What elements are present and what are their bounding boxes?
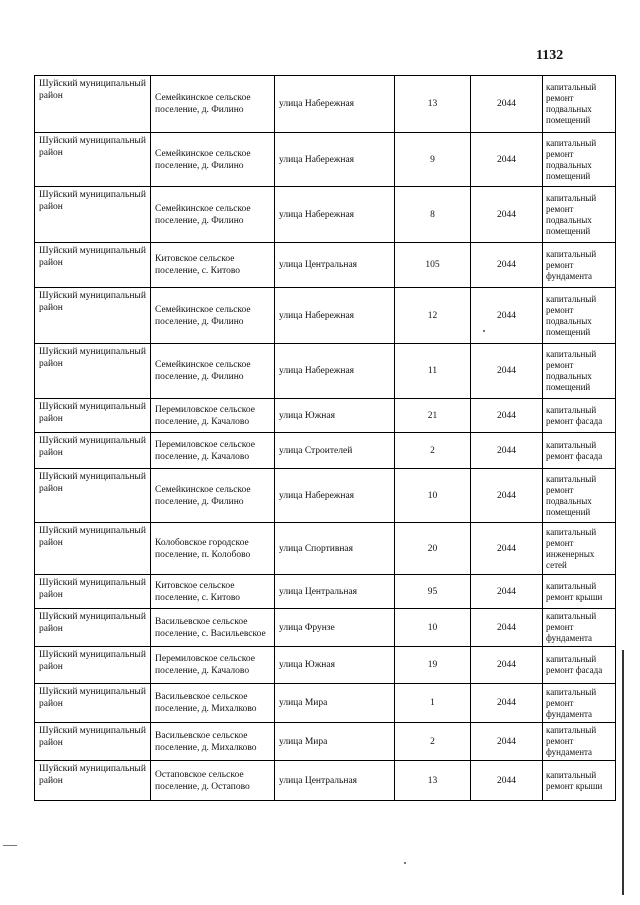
settlement-cell: Перемиловское сельское поселение, д. Качалово — [151, 399, 275, 433]
district-cell: Шуйский муниципальный район — [35, 133, 151, 187]
district-cell: Шуйский муниципальный район — [35, 433, 151, 469]
work-type-cell: капитальный ремонт фундамента — [543, 243, 616, 288]
table-row — [35, 723, 616, 761]
work-type-cell: капитальный ремонт крыши — [543, 575, 616, 609]
house-number-cell: 10 — [395, 469, 471, 523]
table-row — [35, 684, 616, 723]
street-cell: улица Набережная — [275, 469, 395, 523]
settlement-cell: Семейкинское сельское поселение, д. Филино — [151, 469, 275, 523]
house-number-cell: 13 — [395, 761, 471, 801]
page-number: 1132 — [536, 48, 564, 63]
street-cell: улица Южная — [275, 399, 395, 433]
table-row — [35, 243, 616, 288]
street-cell: улица Центральная — [275, 575, 395, 609]
district-cell: Шуйский муниципальный район — [35, 684, 151, 723]
house-number-cell: 2 — [395, 723, 471, 761]
work-type-cell: капитальный ремонт крыши — [543, 761, 616, 801]
table-row — [35, 575, 616, 609]
table-body — [35, 76, 616, 801]
year-cell: 2044 — [471, 684, 543, 723]
house-number-cell: 2 — [395, 433, 471, 469]
district-cell: Шуйский муниципальный район — [35, 187, 151, 243]
district-cell: Шуйский муниципальный район — [35, 344, 151, 399]
year-cell: 2044 — [471, 288, 543, 344]
table-row — [35, 187, 616, 243]
year-cell: 2044 — [471, 723, 543, 761]
settlement-cell: Перемиловское сельское поселение, д. Качалово — [151, 647, 275, 684]
work-type-cell: капитальный ремонт инженерных сетей — [543, 523, 616, 575]
street-cell: улица Фрунзе — [275, 609, 395, 647]
house-number-cell: 1 — [395, 684, 471, 723]
district-cell: Шуйский муниципальный район — [35, 469, 151, 523]
scan-margin-mark — [3, 845, 17, 846]
table-row — [35, 133, 616, 187]
settlement-cell: Китовское сельское поселение, с. Китово — [151, 243, 275, 288]
work-type-cell: капитальный ремонт фасада — [543, 433, 616, 469]
year-cell: 2044 — [471, 243, 543, 288]
work-type-cell: капитальный ремонт подвальных помещений — [543, 187, 616, 243]
year-cell: 2044 — [471, 523, 543, 575]
settlement-cell: Семейкинское сельское поселение, д. Филино — [151, 187, 275, 243]
year-cell: 2044 — [471, 399, 543, 433]
work-type-cell: капитальный ремонт фундамента — [543, 609, 616, 647]
street-cell: улица Набережная — [275, 76, 395, 133]
work-type-cell: капитальный ремонт подвальных помещений — [543, 76, 616, 133]
settlement-cell: Семейкинское сельское поселение, д. Филино — [151, 344, 275, 399]
table-row — [35, 523, 616, 575]
settlement-cell: Семейкинское сельское поселение, д. Филино — [151, 133, 275, 187]
work-type-cell: капитальный ремонт подвальных помещений — [543, 288, 616, 344]
table-row — [35, 344, 616, 399]
table-row — [35, 469, 616, 523]
district-cell: Шуйский муниципальный район — [35, 609, 151, 647]
table-row — [35, 433, 616, 469]
year-cell: 2044 — [471, 647, 543, 684]
settlement-cell: Семейкинское сельское поселение, д. Филино — [151, 288, 275, 344]
year-cell: 2044 — [471, 433, 543, 469]
work-type-cell: капитальный ремонт фундамента — [543, 723, 616, 761]
work-type-cell: капитальный ремонт подвальных помещений — [543, 344, 616, 399]
work-type-cell: капитальный ремонт подвальных помещений — [543, 133, 616, 187]
table-row — [35, 399, 616, 433]
scan-edge-mark — [622, 650, 624, 895]
year-cell: 2044 — [471, 344, 543, 399]
house-number-cell: 13 — [395, 76, 471, 133]
district-cell: Шуйский муниципальный район — [35, 647, 151, 684]
house-number-cell: 11 — [395, 344, 471, 399]
street-cell: улица Набережная — [275, 288, 395, 344]
street-cell: улица Строителей — [275, 433, 395, 469]
district-cell: Шуйский муниципальный район — [35, 723, 151, 761]
work-type-cell: капитальный ремонт подвальных помещений — [543, 469, 616, 523]
settlement-cell: Васильевское сельское поселение, д. Михалково — [151, 684, 275, 723]
house-number-cell: 10 — [395, 609, 471, 647]
street-cell: улица Центральная — [275, 243, 395, 288]
year-cell: 2044 — [471, 761, 543, 801]
house-number-cell: 12 — [395, 288, 471, 344]
street-cell: улица Центральная — [275, 761, 395, 801]
settlement-cell: Васильевское сельское поселение, д. Михалково — [151, 723, 275, 761]
street-cell: улица Южная — [275, 647, 395, 684]
year-cell: 2044 — [471, 76, 543, 133]
district-cell: Шуйский муниципальный район — [35, 575, 151, 609]
district-cell: Шуйский муниципальный район — [35, 761, 151, 801]
table-row — [35, 647, 616, 684]
work-type-cell: капитальный ремонт фундамента — [543, 684, 616, 723]
year-cell: 2044 — [471, 469, 543, 523]
district-cell: Шуйский муниципальный район — [35, 243, 151, 288]
table-row — [35, 609, 616, 647]
house-number-cell: 105 — [395, 243, 471, 288]
street-cell: улица Мира — [275, 684, 395, 723]
street-cell: улица Набережная — [275, 187, 395, 243]
house-number-cell: 8 — [395, 187, 471, 243]
street-cell: улица Набережная — [275, 344, 395, 399]
work-type-cell: капитальный ремонт фасада — [543, 647, 616, 684]
street-cell: улица Спортивная — [275, 523, 395, 575]
work-type-cell: капитальный ремонт фасада — [543, 399, 616, 433]
table-row — [35, 761, 616, 801]
street-cell: улица Мира — [275, 723, 395, 761]
settlement-cell: Колобовское городское поселение, п. Колобово — [151, 523, 275, 575]
district-cell: Шуйский муниципальный район — [35, 76, 151, 133]
house-number-cell: 20 — [395, 523, 471, 575]
scan-speck — [404, 862, 406, 864]
scan-speck — [483, 330, 485, 332]
year-cell: 2044 — [471, 609, 543, 647]
table-row — [35, 76, 616, 133]
settlement-cell: Семейкинское сельское поселение, д. Филино — [151, 76, 275, 133]
year-cell: 2044 — [471, 187, 543, 243]
house-number-cell: 95 — [395, 575, 471, 609]
settlement-cell: Васильевское сельское поселение, с. Васильевское — [151, 609, 275, 647]
district-cell: Шуйский муниципальный район — [35, 523, 151, 575]
street-cell: улица Набережная — [275, 133, 395, 187]
repair-schedule-table — [34, 75, 616, 801]
table-row — [35, 288, 616, 344]
house-number-cell: 19 — [395, 647, 471, 684]
house-number-cell: 21 — [395, 399, 471, 433]
district-cell: Шуйский муниципальный район — [35, 399, 151, 433]
settlement-cell: Остаповское сельское поселение, д. Остапово — [151, 761, 275, 801]
year-cell: 2044 — [471, 575, 543, 609]
settlement-cell: Перемиловское сельское поселение, д. Качалово — [151, 433, 275, 469]
settlement-cell: Китовское сельское поселение, с. Китово — [151, 575, 275, 609]
year-cell: 2044 — [471, 133, 543, 187]
house-number-cell: 9 — [395, 133, 471, 187]
district-cell: Шуйский муниципальный район — [35, 288, 151, 344]
